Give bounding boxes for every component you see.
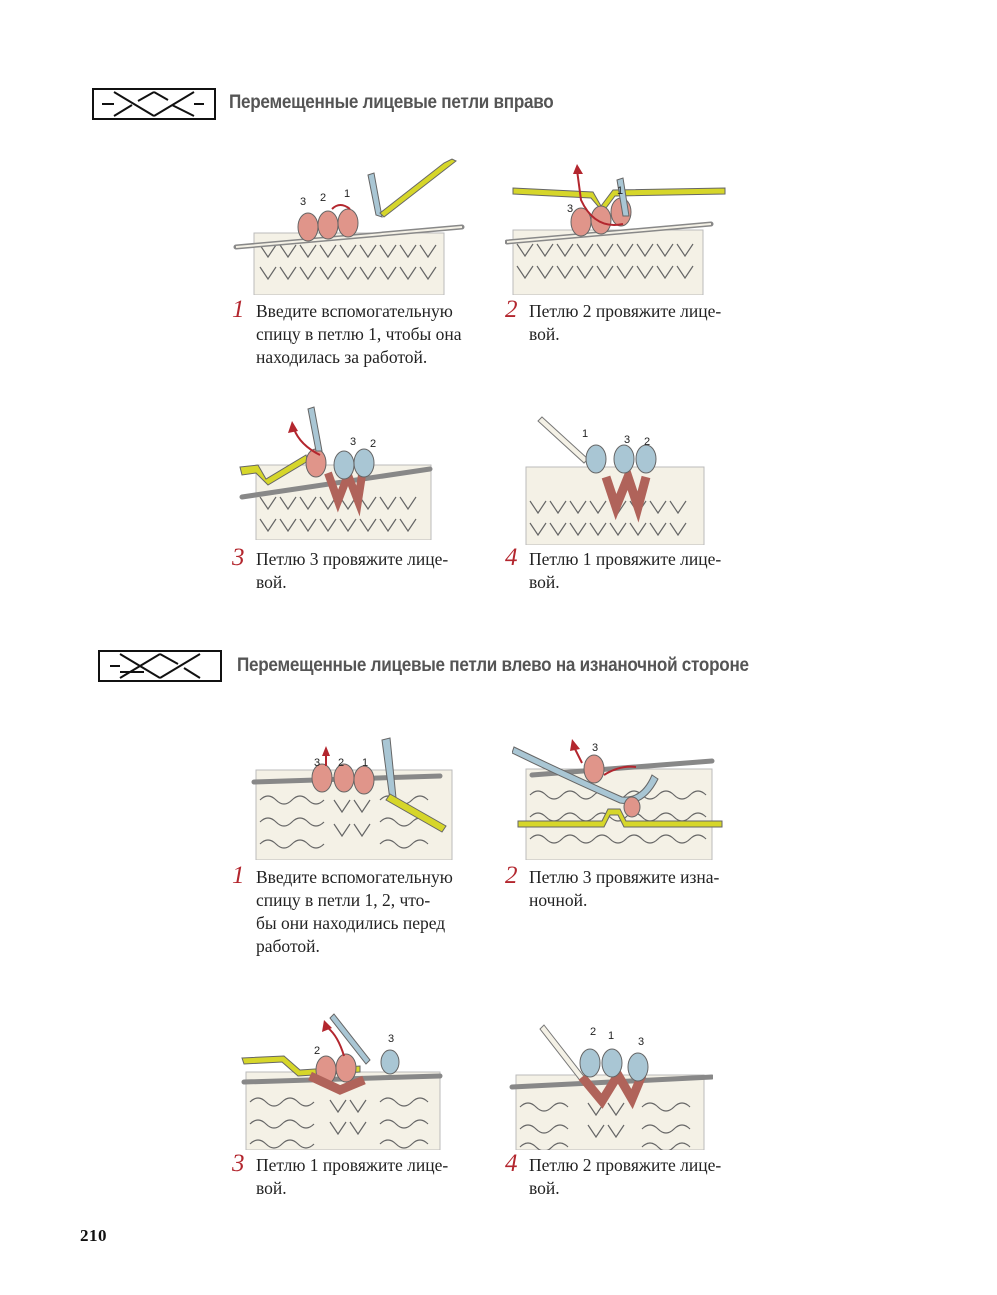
step-illustration-7: [240, 1010, 445, 1150]
step-text: Петлю 3 провяжите лице- вой.: [256, 549, 449, 592]
loop-label: 2: [338, 757, 345, 769]
page-number: 210: [80, 1226, 107, 1245]
loop-label: 3: [300, 196, 307, 208]
loop-label: 3: [638, 1036, 645, 1048]
section-title: Перемещенные лицевые петли вправо: [229, 92, 554, 113]
step-illustration-5: [250, 730, 460, 860]
step-text: Петлю 1 провяжите лице- вой.: [256, 1155, 449, 1198]
loop-label: 2: [644, 436, 651, 448]
step-number: 4: [505, 1150, 518, 1177]
step-number: 1: [232, 862, 245, 889]
step-number: 3: [232, 544, 245, 571]
loop-label: 1: [344, 188, 351, 200]
loop-label: 1: [617, 185, 624, 197]
step-number: 2: [505, 862, 518, 889]
loop-label: 3: [314, 757, 321, 769]
loop-label: 2: [370, 438, 377, 450]
step-illustration-1: [230, 155, 470, 295]
loop-label: 2: [320, 192, 327, 204]
step-text: Введите вспомогательную спицу в петли 1, 2, что- бы они находились перед работой.: [256, 867, 453, 956]
step-illustration-8: [508, 1015, 713, 1150]
loop-label: 1: [582, 428, 589, 440]
loop-label: 1: [608, 1030, 615, 1042]
loop-label: 2: [590, 1026, 597, 1038]
step-number: 2: [505, 296, 518, 323]
step-illustration-4: [520, 415, 710, 545]
step-text: Петлю 3 провяжите изна- ночной.: [529, 867, 720, 910]
cable-right-chart-symbol-icon: [92, 88, 216, 120]
loop-label: 3: [388, 1033, 395, 1045]
loop-label: 2: [314, 1045, 321, 1057]
step-text: Введите вспомогательную спицу в петлю 1, чтобы она находилась за работой.: [256, 301, 462, 367]
loop-label: 3: [624, 434, 631, 446]
step-number: 1: [232, 296, 245, 323]
step-text: Петлю 1 провяжите лице- вой.: [529, 549, 722, 592]
step-illustration-6: [512, 735, 727, 860]
loop-label: 1: [362, 757, 369, 769]
step-text: Петлю 2 провяжите лице- вой.: [529, 301, 722, 344]
step-number: 3: [232, 1150, 245, 1177]
step-illustration-3: [236, 405, 436, 540]
step-text: Петлю 2 провяжите лице- вой.: [529, 1155, 722, 1198]
step-illustration-2: [505, 160, 730, 295]
loop-label: 3: [350, 436, 357, 448]
loop-label: 3: [567, 203, 574, 215]
loop-label: 3: [592, 742, 599, 754]
section-title: Перемещенные лицевые петли влево на изнаночной стороне: [237, 655, 749, 676]
step-number: 4: [505, 544, 518, 571]
cable-left-wrong-side-chart-symbol-icon: [98, 650, 222, 682]
